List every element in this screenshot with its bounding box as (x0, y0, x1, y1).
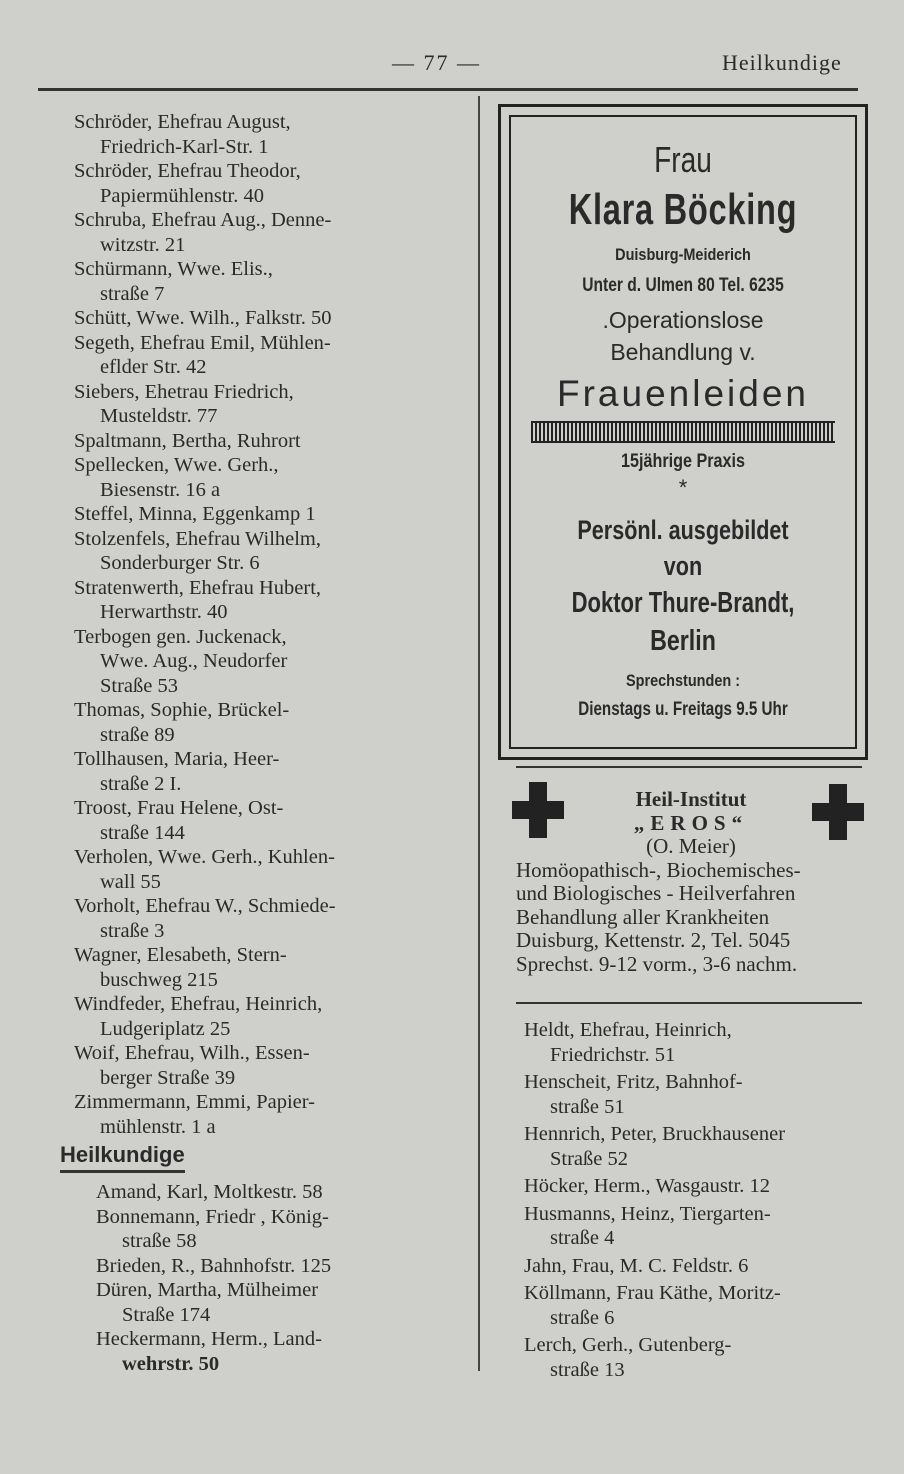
ad-berlin: Berlin (650, 625, 716, 657)
ad-persoenl: Persönl. ausgebildet (577, 515, 789, 545)
advertisement-inner-frame (509, 115, 857, 749)
column-divider (478, 96, 480, 1371)
list-item: Schröder, Ehefrau Theodor, Papiermühlenstr. 40 (74, 160, 301, 207)
list-item: Zimmermann, Emmi, Papier- mühlenstr. 1 a (74, 1091, 315, 1138)
list-item: Schruba, Ehefrau Aug., Denne- witzstr. 21 (74, 209, 332, 256)
institut-title: Heil-Institut (635, 787, 747, 811)
list-item: Schürmann, Wwe. Elis., straße 7 (74, 258, 273, 305)
advertisement-box (498, 104, 868, 760)
ad-address: Unter d. Ulmen 80 Tel. 6235 (582, 275, 784, 296)
list-item: Straße 53 (100, 674, 178, 697)
ad-star: * (678, 475, 688, 500)
list-item: Henscheit, Fritz, Bahnhof- straße 51 (524, 1071, 743, 1118)
separator-rule (516, 1002, 862, 1004)
institut-owner: (O. Meier) (646, 834, 736, 858)
page-number: — 77 — (392, 50, 481, 75)
list-item: Windfeder, Ehefrau, Heinrich, Ludgeriplatz 25 (74, 993, 323, 1040)
ad-operationslose: .Operationslose (602, 307, 764, 333)
list-item: Heldt, Ehefrau, Heinrich, Friedrichstr. 51 (524, 1019, 732, 1066)
ad-frau: Frau (654, 139, 712, 180)
list-item: Segeth, Ehefrau Emil, Mühlen- eflder Str. 42 (74, 331, 331, 378)
list-item: Stratenwerth, Ehefrau Hubert, Herwarthstr. 40 (74, 576, 322, 623)
list-item: Wagner, Elesabeth, Stern- buschweg 215 (74, 944, 287, 991)
list-item: Spaltmann, Bertha, Ruhrort (74, 429, 301, 452)
institut-line: Behandlung aller Krankheiten (516, 904, 770, 929)
ad-behandlung: Behandlung v. (610, 339, 756, 365)
list-item: Siebers, Ehetrau Friedrich, Musteldstr. 77 (74, 380, 294, 427)
ad-von: von (663, 551, 703, 581)
list-item: Steffel, Minna, Eggenkamp 1 (74, 503, 316, 525)
ad-doktor: Doktor Thure-Brandt, (571, 587, 795, 619)
list-item: Tollhausen, Maria, Heer- straße 2 I. (74, 748, 280, 795)
institut-line: Sprechst. 9-12 vorm., 3-6 nachm. (516, 951, 798, 976)
list-item: Troost, Frau Helene, Ost- straße 144 (74, 797, 284, 844)
section-heading: Heilkundige (60, 1142, 185, 1173)
institut-line: Duisburg, Kettenstr. 2, Tel. 5045 (516, 928, 791, 952)
list-item: Terbogen gen. Juckenack, Wwe. Aug., Neudorfer (74, 625, 288, 672)
heilkundige-entries (96, 1180, 466, 1376)
list-item: Woif, Ehefrau, Wilh., Essen- berger Straße 39 (74, 1042, 310, 1089)
list-item: Amand, Karl, Moltkestr. 58 (96, 1181, 323, 1203)
list-item: Köllmann, Frau Käthe, Moritz- straße 6 (524, 1282, 781, 1329)
list-item: Vorholt, Ehefrau W., Schmiede- straße 3 (74, 895, 336, 942)
ad-dienstags: Dienstags u. Freitags 9.5 Uhr (578, 699, 788, 720)
ad-sprechstunden: Sprechstunden : (625, 671, 741, 690)
list-item: Düren, Martha, Mülheimer Straße 174 (96, 1279, 319, 1326)
left-column-entries (74, 110, 464, 1139)
list-item: Spellecken, Wwe. Gerh., Biesenstr. 16 a (74, 454, 279, 501)
ad-hatched-bar (531, 421, 835, 443)
ad-frauenleiden: Frauenleiden (557, 373, 809, 414)
list-item: Heckermann, Herm., Land- wehrstr. 50 (96, 1328, 322, 1375)
ad-city: Duisburg-Meiderich (615, 245, 751, 264)
institut-name: „EROS“ (633, 810, 749, 835)
list-item: Schütt, Wwe. Wilh., Falkstr. 50 (74, 307, 332, 329)
institut-line: und Biologisches - Heilverfahren (516, 881, 796, 905)
right-column-entries (524, 1018, 894, 1385)
list-item: Thomas, Sophie, Brückel- straße 89 (74, 699, 290, 746)
ad-praxis: 15jährige Praxis (621, 451, 745, 472)
list-item: Höcker, Herm., Wasgaustr. 12 (524, 1175, 770, 1197)
list-item: Bonnemann, Friedr , König- straße 58 (96, 1205, 329, 1252)
list-item: Verholen, Wwe. Gerh., Kuhlen- wall 55 (74, 846, 335, 893)
list-item: Schröder, Ehefrau August, Friedrich-Karl-Str. 1 (74, 111, 291, 158)
list-item: Husmanns, Heinz, Tiergarten- straße 4 (524, 1202, 771, 1249)
list-item: Stolzenfels, Ehefrau Wilhelm, Sonderburger Str. 6 (74, 527, 322, 574)
list-item: Lerch, Gerh., Gutenberg- straße 13 (524, 1334, 732, 1381)
header-rule (38, 88, 858, 91)
list-item: Brieden, R., Bahnhofstr. 125 (96, 1254, 332, 1277)
separator-rule (516, 766, 862, 768)
ad-name: Klara Böcking (568, 185, 798, 234)
institut-line: Homöopathisch-, Biochemisches- (516, 857, 801, 882)
list-item: Hennrich, Peter, Bruckhausener Straße 52 (524, 1123, 786, 1170)
list-item: Jahn, Frau, M. C. Feldstr. 6 (524, 1254, 749, 1277)
running-title: Heilkundige (722, 50, 842, 75)
heil-institut-block (516, 788, 866, 976)
